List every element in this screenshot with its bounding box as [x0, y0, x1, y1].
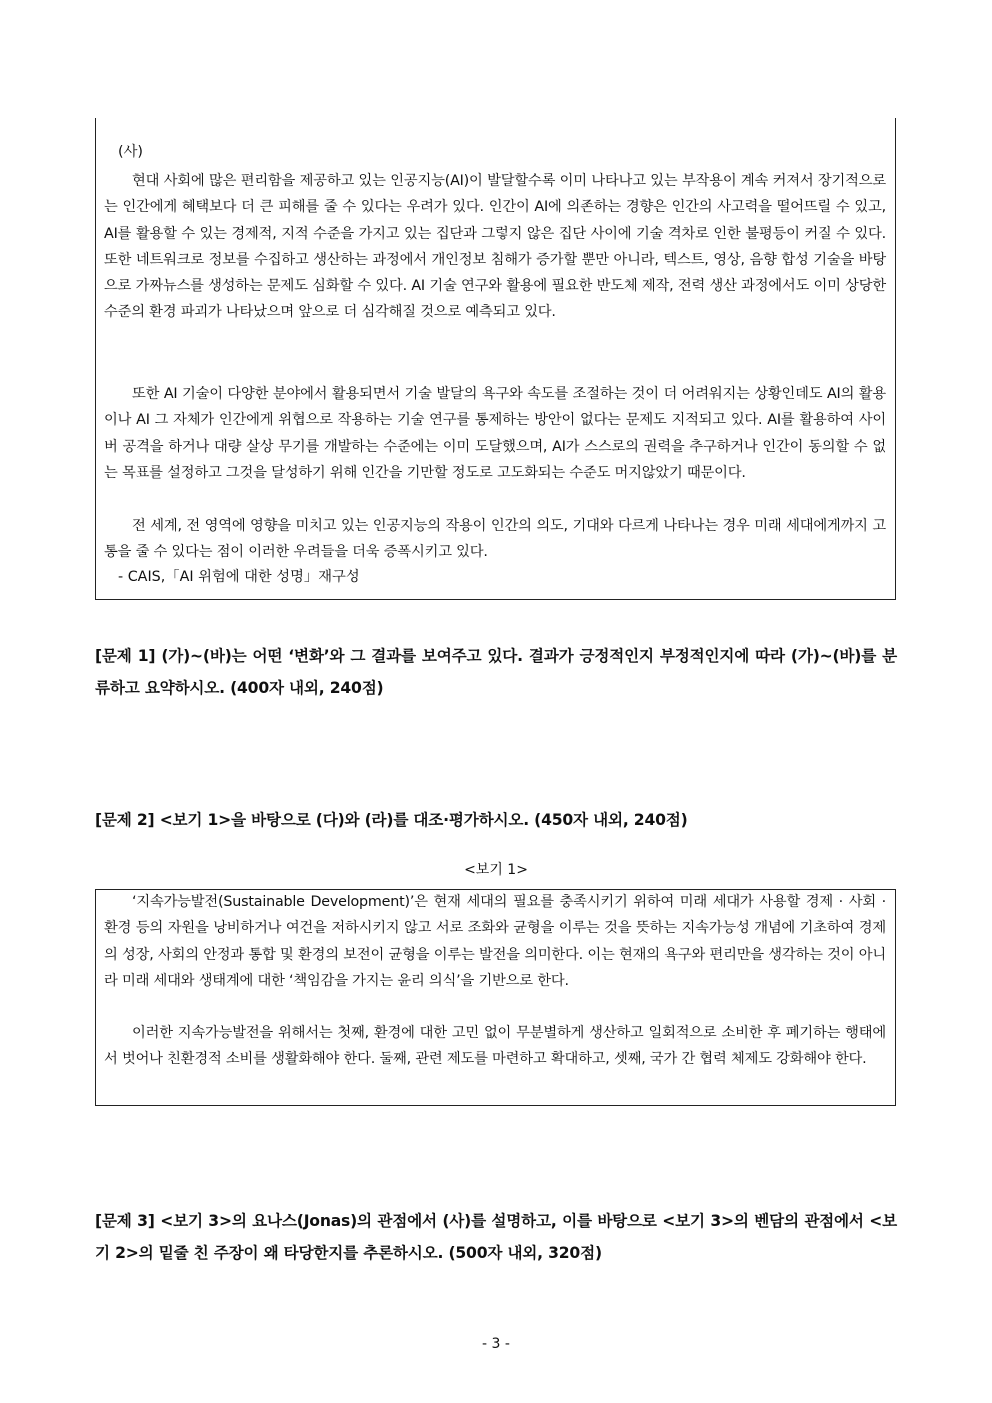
question-3: [문제 3] <보기 3>의 요나스(Jonas)의 관점에서 (사)를 설명하고, 이를 바탕으로 <보기 3>의 벤담의 관점에서 <보기 2>의 밑줄 친 주장이 왜 타당한지를 추론하시오. (500자 내외, 320점): [95, 1212, 897, 1262]
bogi1-caption: <보기 1>: [464, 862, 528, 878]
question-2: [문제 2] <보기 1>을 바탕으로 (다)와 (라)를 대조·평가하시오. (450자 내외, 240점): [95, 811, 688, 829]
page-number: - 3 -: [482, 1336, 510, 1352]
question-1: [문제 1] (가)~(바)는 어떤 ‘변화’와 그 결과를 보여주고 있다. 결과가 긍정적인지 부정적인지에 따라 (가)~(바)를 분류하고 요약하시오. (400자 내외, 240점): [95, 647, 897, 697]
passage-sa-paragraph-2: 또한 AI 기술이 다양한 분야에서 활용되면서 기술 발달의 욕구와 속도를 조절하는 것이 더 어려워지는 상황인데도 AI의 활용이나 AI 그 자체가 인간에게 위협으로 작용하는 기술 연구를 통제하는 방안이 없다는 문제도 지적되고 있다. AI를 활용하여 사이버 공격을 하거나 대량 살상 무기를 개발하는 수준에는 이미 도달했으며, AI가 스스로의 권력을 추구하거나 인간이 동의할 수 없는 목표를 설정하고 그것을 달성하기 위해 인간을 기만할 정도로 고도화되는 수준도 머지않았기 때문이다.: [104, 386, 886, 481]
bogi1-paragraph-2: 이러한 지속가능발전을 위해서는 첫째, 환경에 대한 고민 없이 무분별하게 생산하고 일회적으로 소비한 후 폐기하는 행태에서 벗어나 친환경적 소비를 생활화해야 한다. 둘째, 관련 제도를 마련하고 확대하고, 셋째, 국가 간 협력 체제도 강화해야 한다.: [104, 1025, 886, 1068]
passage-sa-paragraph-1: 현대 사회에 많은 편리함을 제공하고 있는 인공지능(AI)이 발달할수록 이미 나타나고 있는 부작용이 계속 커져서 장기적으로는 인간에게 혜택보다 더 큰 피해를 줄 수 있다는 우려가 있다. 인간이 AI에 의존하는 경향은 인간의 사고력을 떨어뜨릴 수 있고, AI를 활용할 수 있는 경제적, 지적 수준을 가지고 있는 집단과 그렇지 않은 집단 사이에 기술 격차로 인한 불평등이 커질 수 있다. 또한 네트워크로 정보를 수집하고 생산하는 과정에서 개인정보 침해가 증가할 뿐만 아니라, 텍스트, 영상, 음향 합성 기술을 바탕으로 가짜뉴스를 생성하는 문제도 심화할 수 있다. AI 기술 연구와 활용에 필요한 반도체 제작, 전력 생산 과정에서도 이미 상당한 수준의 환경 파괴가 나타났으며 앞으로 더 심각해질 것으로 예측되고 있다.: [104, 173, 886, 321]
bogi1-box: [95, 889, 896, 1106]
passage-sa-label: (사): [118, 144, 143, 160]
passage-sa-paragraph-3: 전 세계, 전 영역에 영향을 미치고 있는 인공지능의 작용이 인간의 의도, 기대와 다르게 나타나는 경우 미래 세대에게까지 고통을 줄 수 있다는 점이 이러한 우려들을 더욱 증폭시키고 있다.: [104, 518, 886, 561]
bogi1-paragraph-1: ‘지속가능발전(Sustainable Development)’은 현재 세대의 필요를 충족시키기 위하여 미래 세대가 사용할 경제 · 사회 · 환경 등의 자원을 낭비하거나 여건을 저하시키지 않고 서로 조화와 균형을 이루는 것을 뜻하는 지속가능성 개념에 기초하여 경제의 성장, 사회의 안정과 통합 및 환경의 보전이 균형을 이루는 발전을 의미한다. 이는 현재의 욕구와 편리만을 생각하는 것이 아니라 미래 세대와 생태계에 대한 ‘책임감을 가지는 윤리 의식’을 기반으로 한다.: [104, 894, 886, 989]
passage-sa-source: - CAIS,「AI 위험에 대한 성명」재구성: [118, 569, 360, 585]
passage-sa-box: [95, 118, 896, 600]
